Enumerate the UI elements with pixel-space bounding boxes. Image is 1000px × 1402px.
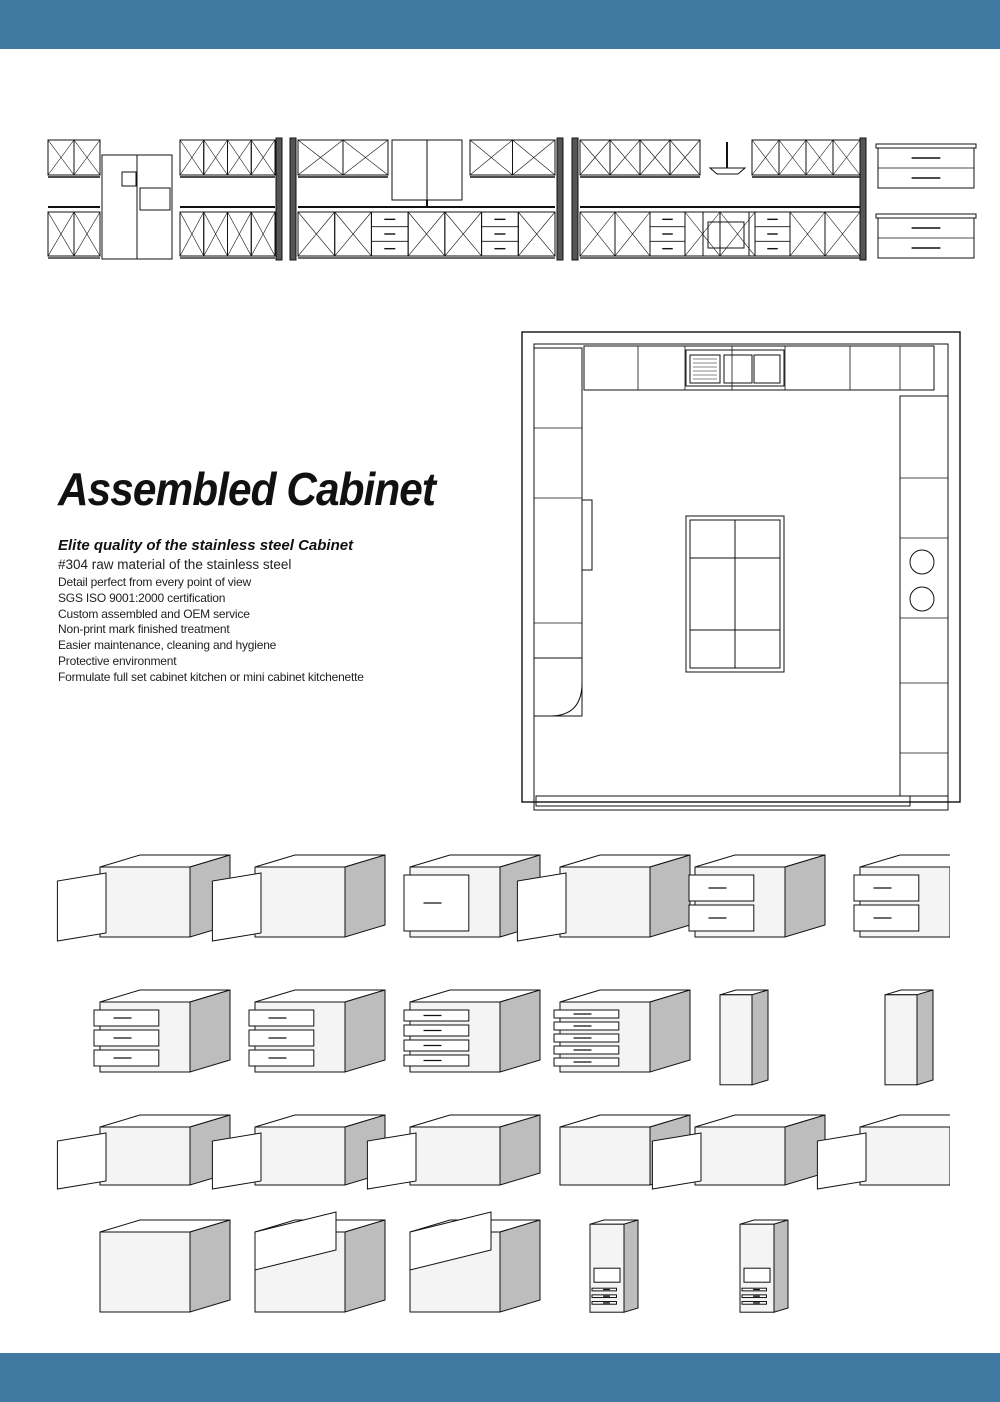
- sink-bowl: [724, 355, 752, 383]
- cabinet-front: [255, 867, 345, 937]
- cabinet-front: [860, 1127, 950, 1185]
- kitchen-floor-plan: [520, 328, 965, 813]
- rounded-corner-unit: [534, 658, 582, 716]
- cabinet-lift-up-wall: [410, 1212, 540, 1312]
- cabinet-shelf-wall-open-doors: [817, 1115, 950, 1189]
- range-hood: [710, 168, 745, 174]
- cabinet-corner-open-wall: [100, 1220, 230, 1312]
- feature-item: Detail perfect from every point of view: [58, 575, 251, 589]
- open-door: [652, 1133, 701, 1189]
- bottom-wall: [536, 796, 910, 806]
- plan-outer-wall: [522, 332, 960, 802]
- open-door: [57, 873, 106, 941]
- cabinet-side: [190, 990, 230, 1072]
- cabinet-open-tall-unit: [720, 990, 768, 1085]
- bottom-color-band: [0, 1353, 1000, 1402]
- page-title: Assembled Cabinet: [58, 463, 436, 515]
- refrigerator-panel: [122, 172, 136, 186]
- cabinet-catalog-grid: [50, 845, 950, 1335]
- cabinet-front: [695, 1127, 785, 1185]
- cabinet-side: [345, 1220, 385, 1312]
- feature-item: SGS ISO 9001:2000 certification: [58, 590, 226, 605]
- open-door: [817, 1133, 866, 1189]
- island-top: [876, 214, 976, 218]
- cabinet-double-lift-up-wall: [255, 1212, 385, 1312]
- cabinet-single-door-base: [57, 855, 230, 941]
- cabinet-top: [860, 855, 950, 867]
- kitchen-elevation-drawings: [40, 130, 980, 270]
- feature-item: Custom assembled and OEM service: [58, 606, 250, 621]
- plan-inner-wall: [534, 344, 948, 810]
- cabinet-side: [624, 1220, 638, 1312]
- cabinet-front: [560, 1127, 650, 1185]
- top-color-band: [0, 0, 1000, 49]
- wall-pilaster: [860, 138, 866, 260]
- cabinet-double-door-wall: [57, 1115, 230, 1189]
- refrigerator-display: [140, 188, 170, 210]
- cabinet-front: [885, 995, 917, 1085]
- cabinet-oven-tower: [590, 1220, 638, 1312]
- cabinet-front: [100, 1127, 190, 1185]
- feature-item: Easier maintenance, cleaning and hygiene: [58, 638, 277, 653]
- cabinet-tall-side-panel: [885, 990, 933, 1085]
- cabinet-side: [500, 1115, 540, 1185]
- left-door-swing: [582, 500, 592, 570]
- oven-slot: [744, 1268, 770, 1282]
- cabinet-front: [100, 1232, 190, 1312]
- open-door: [57, 1133, 106, 1189]
- feature-list: [58, 575, 364, 686]
- cabinet-four-drawer-base: [404, 990, 540, 1072]
- island-top: [876, 144, 976, 148]
- cabinet-side: [774, 1220, 788, 1312]
- cabinet-three-drawer-base: [94, 990, 230, 1072]
- cabinet-front: [255, 1127, 345, 1185]
- right-counter-run: [900, 396, 948, 796]
- cabinet-side: [650, 855, 690, 937]
- cabinet-side: [650, 990, 690, 1072]
- cabinet-side: [345, 855, 385, 937]
- cabinet-side: [500, 1220, 540, 1312]
- cabinet-five-drawer-base: [554, 990, 690, 1072]
- subtitle: Elite quality of the stainless steel Cabinet: [58, 537, 354, 554]
- wall-pilaster: [557, 138, 563, 260]
- sink-bowl: [754, 355, 780, 383]
- oven: [703, 212, 749, 256]
- cabinet-side: [917, 990, 933, 1085]
- open-door: [517, 873, 566, 941]
- cabinet-side: [500, 990, 540, 1072]
- cabinet-double-door-base: [212, 855, 385, 941]
- material-spec: #304 raw material of the stainless steel: [58, 557, 292, 572]
- oven-slot: [594, 1268, 620, 1282]
- cabinet-side: [190, 1220, 230, 1312]
- cooktop-burner: [910, 550, 934, 574]
- cabinet-double-door-wall: [212, 1115, 385, 1189]
- cabinet-three-drawer-narrow-base: [249, 990, 385, 1072]
- cabinet-two-drawer-base: [689, 855, 825, 937]
- cabinet-side: [345, 990, 385, 1072]
- cabinet-side: [752, 990, 768, 1085]
- wall-pilaster: [276, 138, 282, 260]
- feature-item: Formulate full set cabinet kitchen or mini cabinet kitchenette: [58, 669, 364, 684]
- left-counter-run: [534, 348, 582, 716]
- cabinet-front: [720, 995, 752, 1085]
- cabinet-two-drawer-base: [854, 855, 950, 937]
- cabinet-front: [100, 867, 190, 937]
- cabinet-top: [860, 1115, 950, 1127]
- cabinet-sink-door-base: [517, 855, 690, 941]
- cooktop-burner: [910, 587, 934, 611]
- open-door: [367, 1133, 416, 1189]
- wall-pilaster: [572, 138, 578, 260]
- feature-item: Protective environment: [58, 653, 177, 668]
- feature-item: Non-print mark finished treatment: [58, 622, 230, 637]
- wall-pilaster: [290, 138, 296, 260]
- cabinet-front: [410, 1127, 500, 1185]
- cabinet-corner-door-wall: [367, 1115, 540, 1189]
- cabinet-side: [785, 855, 825, 937]
- open-door: [212, 1133, 261, 1189]
- cabinet-front: [560, 867, 650, 937]
- open-door: [212, 873, 261, 941]
- cabinet-oven-tower: [740, 1220, 788, 1312]
